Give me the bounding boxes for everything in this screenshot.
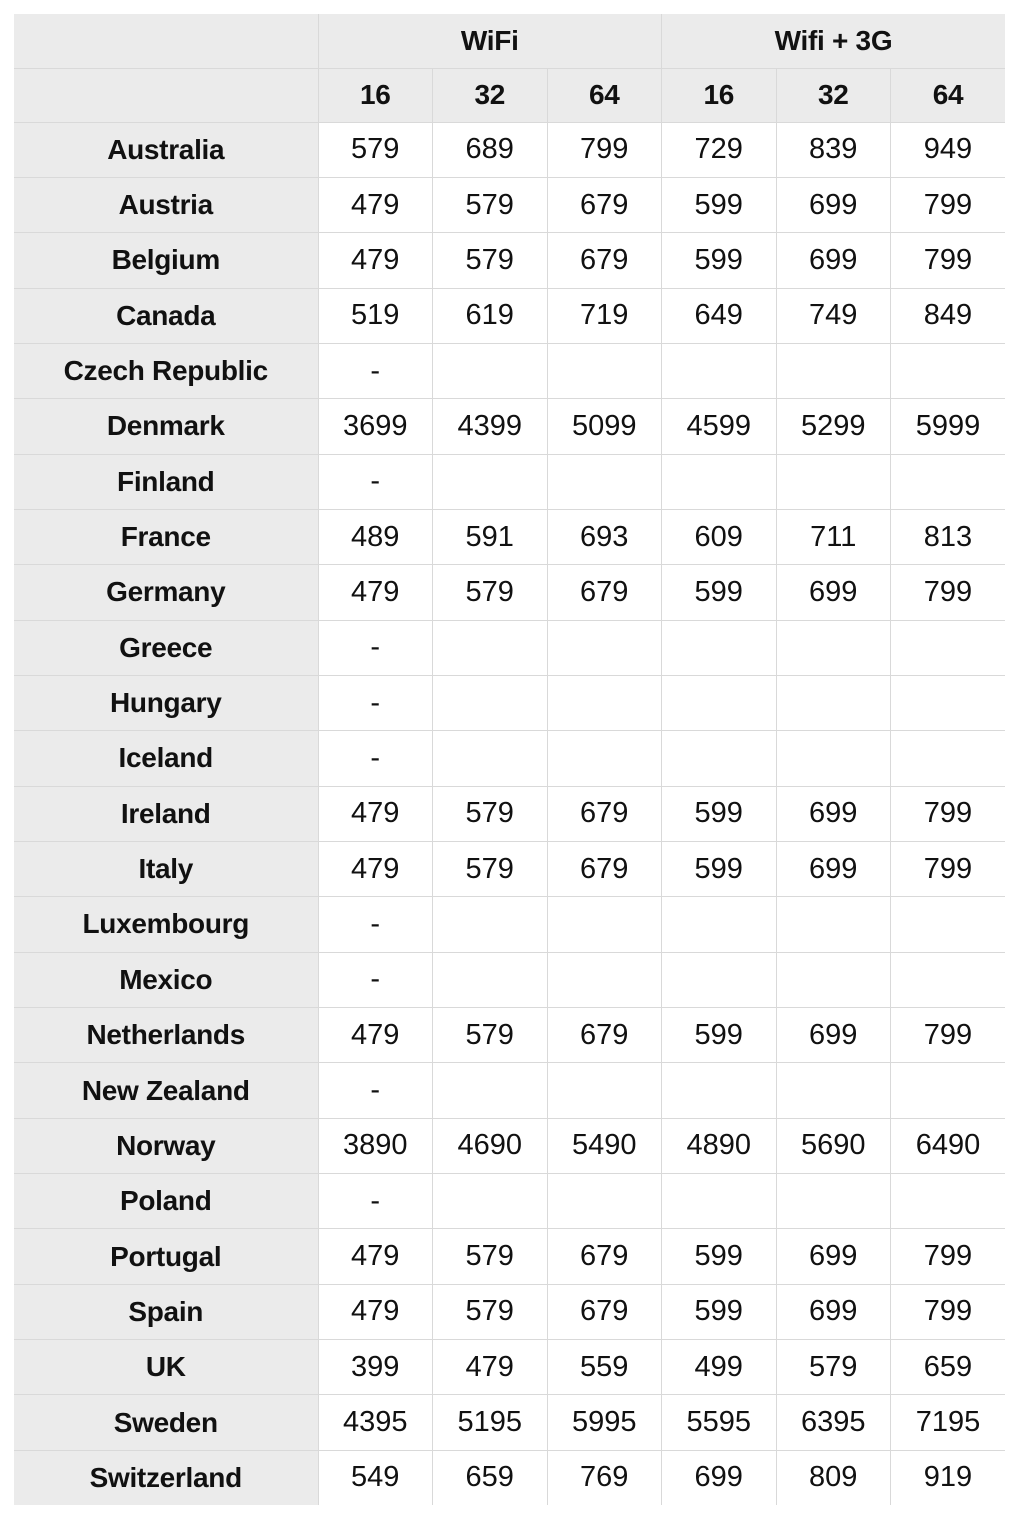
price-cell: 579 bbox=[433, 1284, 548, 1339]
country-cell: Switzerland bbox=[14, 1450, 318, 1505]
price-cell: 399 bbox=[318, 1340, 433, 1395]
price-cell: - bbox=[318, 897, 433, 952]
country-cell: Canada bbox=[14, 288, 318, 343]
price-cell bbox=[776, 454, 891, 509]
price-cell bbox=[891, 675, 1006, 730]
price-cell: 693 bbox=[547, 509, 662, 564]
corner-cell bbox=[14, 14, 318, 68]
table-row bbox=[14, 731, 1005, 786]
price-cell: 839 bbox=[776, 122, 891, 177]
table-row bbox=[14, 122, 1005, 177]
price-cell: 499 bbox=[662, 1340, 777, 1395]
country-cell: Mexico bbox=[14, 952, 318, 1007]
country-cell: Ireland bbox=[14, 786, 318, 841]
price-cell: 5999 bbox=[891, 399, 1006, 454]
price-cell: 579 bbox=[433, 841, 548, 896]
price-cell: 619 bbox=[433, 288, 548, 343]
price-cell: 799 bbox=[891, 177, 1006, 232]
price-cell: 799 bbox=[891, 233, 1006, 288]
price-cell: 3699 bbox=[318, 399, 433, 454]
price-cell bbox=[891, 454, 1006, 509]
price-cell bbox=[433, 454, 548, 509]
price-cell: 579 bbox=[433, 786, 548, 841]
price-cell bbox=[776, 952, 891, 1007]
price-cell bbox=[662, 897, 777, 952]
price-cell: 769 bbox=[547, 1450, 662, 1505]
price-cell bbox=[662, 1174, 777, 1229]
price-cell: 479 bbox=[318, 786, 433, 841]
price-cell: 699 bbox=[776, 1229, 891, 1284]
table-row bbox=[14, 620, 1005, 675]
price-cell: 5690 bbox=[776, 1118, 891, 1173]
price-table bbox=[14, 14, 1005, 1505]
size-header: 64 bbox=[891, 68, 1006, 122]
group-header-row bbox=[14, 14, 1005, 68]
size-header: 16 bbox=[662, 68, 777, 122]
table-row bbox=[14, 675, 1005, 730]
price-cell: 591 bbox=[433, 509, 548, 564]
price-cell: 4890 bbox=[662, 1118, 777, 1173]
price-cell: 679 bbox=[547, 786, 662, 841]
country-cell: Austria bbox=[14, 177, 318, 232]
size-header-row bbox=[14, 68, 1005, 122]
price-cell: 549 bbox=[318, 1450, 433, 1505]
price-cell bbox=[662, 952, 777, 1007]
price-cell: 3890 bbox=[318, 1118, 433, 1173]
price-cell bbox=[547, 1063, 662, 1118]
size-header: 32 bbox=[433, 68, 548, 122]
price-cell: 609 bbox=[662, 509, 777, 564]
price-cell: 4395 bbox=[318, 1395, 433, 1450]
price-cell: 689 bbox=[433, 122, 548, 177]
price-cell: 799 bbox=[547, 122, 662, 177]
price-cell bbox=[433, 343, 548, 398]
price-cell: - bbox=[318, 620, 433, 675]
price-cell bbox=[891, 731, 1006, 786]
price-cell: 699 bbox=[776, 786, 891, 841]
price-cell bbox=[891, 620, 1006, 675]
price-cell bbox=[433, 1063, 548, 1118]
price-cell: 749 bbox=[776, 288, 891, 343]
price-cell: 479 bbox=[318, 177, 433, 232]
price-cell bbox=[662, 620, 777, 675]
table-row bbox=[14, 1118, 1005, 1173]
price-cell bbox=[891, 952, 1006, 1007]
price-cell: 659 bbox=[891, 1340, 1006, 1395]
price-cell bbox=[776, 620, 891, 675]
price-cell bbox=[547, 454, 662, 509]
price-cell: 5595 bbox=[662, 1395, 777, 1450]
country-cell: Greece bbox=[14, 620, 318, 675]
price-cell: 799 bbox=[891, 786, 1006, 841]
price-cell: - bbox=[318, 731, 433, 786]
price-cell: 4599 bbox=[662, 399, 777, 454]
price-cell: 711 bbox=[776, 509, 891, 564]
price-cell: 679 bbox=[547, 1284, 662, 1339]
table-row bbox=[14, 288, 1005, 343]
price-cell bbox=[891, 897, 1006, 952]
price-cell: 679 bbox=[547, 841, 662, 896]
price-cell: 699 bbox=[662, 1450, 777, 1505]
table-row bbox=[14, 952, 1005, 1007]
corner-cell bbox=[14, 68, 318, 122]
price-cell: 479 bbox=[433, 1340, 548, 1395]
price-cell: - bbox=[318, 1063, 433, 1118]
price-cell: 649 bbox=[662, 288, 777, 343]
price-cell: 479 bbox=[318, 1229, 433, 1284]
price-cell bbox=[776, 675, 891, 730]
price-cell: 599 bbox=[662, 786, 777, 841]
price-cell: 479 bbox=[318, 565, 433, 620]
price-cell bbox=[433, 731, 548, 786]
price-cell: 699 bbox=[776, 565, 891, 620]
country-cell: Australia bbox=[14, 122, 318, 177]
price-cell: 699 bbox=[776, 233, 891, 288]
price-cell bbox=[662, 454, 777, 509]
price-cell: 699 bbox=[776, 1008, 891, 1063]
price-cell: 4690 bbox=[433, 1118, 548, 1173]
price-cell bbox=[776, 343, 891, 398]
country-cell: Italy bbox=[14, 841, 318, 896]
price-cell: 799 bbox=[891, 1284, 1006, 1339]
price-cell: 729 bbox=[662, 122, 777, 177]
price-cell: 919 bbox=[891, 1450, 1006, 1505]
price-cell bbox=[891, 343, 1006, 398]
table-row bbox=[14, 1450, 1005, 1505]
table-row bbox=[14, 1063, 1005, 1118]
price-cell: 5995 bbox=[547, 1395, 662, 1450]
price-cell bbox=[547, 731, 662, 786]
price-cell: 4399 bbox=[433, 399, 548, 454]
price-cell: 5099 bbox=[547, 399, 662, 454]
price-cell: 799 bbox=[891, 1008, 1006, 1063]
table-row bbox=[14, 1008, 1005, 1063]
price-cell: 799 bbox=[891, 565, 1006, 620]
price-cell bbox=[776, 1063, 891, 1118]
country-cell: Luxembourg bbox=[14, 897, 318, 952]
price-cell bbox=[662, 1063, 777, 1118]
price-cell: 679 bbox=[547, 1008, 662, 1063]
price-cell bbox=[891, 1063, 1006, 1118]
price-cell: 679 bbox=[547, 233, 662, 288]
table-row bbox=[14, 343, 1005, 398]
price-cell: - bbox=[318, 454, 433, 509]
price-cell: 659 bbox=[433, 1450, 548, 1505]
table-row bbox=[14, 1284, 1005, 1339]
price-cell bbox=[662, 675, 777, 730]
price-cell: 679 bbox=[547, 177, 662, 232]
table-header bbox=[14, 14, 1005, 122]
country-cell: Germany bbox=[14, 565, 318, 620]
table-body bbox=[14, 122, 1005, 1505]
country-cell: Netherlands bbox=[14, 1008, 318, 1063]
price-cell bbox=[662, 343, 777, 398]
price-cell: 559 bbox=[547, 1340, 662, 1395]
table-row bbox=[14, 786, 1005, 841]
table-row bbox=[14, 509, 1005, 564]
price-cell: 579 bbox=[433, 565, 548, 620]
price-cell: 5299 bbox=[776, 399, 891, 454]
price-cell: 5490 bbox=[547, 1118, 662, 1173]
price-cell: 479 bbox=[318, 233, 433, 288]
country-cell: Finland bbox=[14, 454, 318, 509]
price-cell bbox=[547, 897, 662, 952]
price-cell: 799 bbox=[891, 1229, 1006, 1284]
table-row bbox=[14, 1174, 1005, 1229]
country-cell: Denmark bbox=[14, 399, 318, 454]
country-cell: UK bbox=[14, 1340, 318, 1395]
price-cell: 599 bbox=[662, 1008, 777, 1063]
table-row bbox=[14, 177, 1005, 232]
price-cell bbox=[547, 1174, 662, 1229]
size-header: 16 bbox=[318, 68, 433, 122]
price-cell: 599 bbox=[662, 233, 777, 288]
country-cell: Sweden bbox=[14, 1395, 318, 1450]
table-row bbox=[14, 1395, 1005, 1450]
price-cell: - bbox=[318, 343, 433, 398]
price-cell: 799 bbox=[891, 841, 1006, 896]
price-cell bbox=[433, 675, 548, 730]
price-cell: 813 bbox=[891, 509, 1006, 564]
price-cell: 519 bbox=[318, 288, 433, 343]
price-cell bbox=[433, 620, 548, 675]
country-cell: Norway bbox=[14, 1118, 318, 1173]
price-cell: 599 bbox=[662, 565, 777, 620]
group-header-wifi: WiFi bbox=[318, 14, 662, 68]
price-cell bbox=[433, 897, 548, 952]
price-cell bbox=[547, 675, 662, 730]
price-cell: 599 bbox=[662, 177, 777, 232]
price-cell: 6395 bbox=[776, 1395, 891, 1450]
price-cell: 579 bbox=[318, 122, 433, 177]
table-row bbox=[14, 399, 1005, 454]
price-cell: 579 bbox=[433, 233, 548, 288]
price-cell: - bbox=[318, 1174, 433, 1229]
country-cell: Hungary bbox=[14, 675, 318, 730]
country-cell: Belgium bbox=[14, 233, 318, 288]
country-cell: Czech Republic bbox=[14, 343, 318, 398]
price-cell bbox=[776, 731, 891, 786]
country-cell: Portugal bbox=[14, 1229, 318, 1284]
country-cell: Iceland bbox=[14, 731, 318, 786]
group-header-wifi-3g: Wifi + 3G bbox=[662, 14, 1006, 68]
price-cell bbox=[547, 620, 662, 675]
price-cell bbox=[433, 952, 548, 1007]
price-cell: 6490 bbox=[891, 1118, 1006, 1173]
price-cell: 849 bbox=[891, 288, 1006, 343]
price-cell bbox=[433, 1174, 548, 1229]
price-cell: 599 bbox=[662, 1284, 777, 1339]
price-cell: - bbox=[318, 675, 433, 730]
price-cell: 679 bbox=[547, 1229, 662, 1284]
price-cell: 479 bbox=[318, 841, 433, 896]
price-cell: 679 bbox=[547, 565, 662, 620]
price-cell: 579 bbox=[433, 177, 548, 232]
price-cell: 7195 bbox=[891, 1395, 1006, 1450]
price-cell bbox=[776, 1174, 891, 1229]
table-row bbox=[14, 841, 1005, 896]
price-cell: 479 bbox=[318, 1284, 433, 1339]
price-cell bbox=[891, 1174, 1006, 1229]
table-row bbox=[14, 1229, 1005, 1284]
price-cell: 699 bbox=[776, 841, 891, 896]
country-cell: France bbox=[14, 509, 318, 564]
table-row bbox=[14, 233, 1005, 288]
price-cell: 579 bbox=[776, 1340, 891, 1395]
price-cell: 699 bbox=[776, 1284, 891, 1339]
price-cell: 489 bbox=[318, 509, 433, 564]
table-row bbox=[14, 897, 1005, 952]
price-cell: 599 bbox=[662, 841, 777, 896]
price-cell: 599 bbox=[662, 1229, 777, 1284]
price-cell: 579 bbox=[433, 1229, 548, 1284]
table-row bbox=[14, 565, 1005, 620]
country-cell: Spain bbox=[14, 1284, 318, 1339]
price-cell bbox=[547, 343, 662, 398]
price-cell: 809 bbox=[776, 1450, 891, 1505]
price-cell: 5195 bbox=[433, 1395, 548, 1450]
price-cell: 949 bbox=[891, 122, 1006, 177]
table-row bbox=[14, 1340, 1005, 1395]
price-cell bbox=[662, 731, 777, 786]
country-cell: New Zealand bbox=[14, 1063, 318, 1118]
price-cell: 699 bbox=[776, 177, 891, 232]
country-cell: Poland bbox=[14, 1174, 318, 1229]
price-cell: 479 bbox=[318, 1008, 433, 1063]
size-header: 64 bbox=[547, 68, 662, 122]
price-cell bbox=[547, 952, 662, 1007]
price-cell bbox=[776, 897, 891, 952]
price-cell: 719 bbox=[547, 288, 662, 343]
table-row bbox=[14, 454, 1005, 509]
price-cell: 579 bbox=[433, 1008, 548, 1063]
price-cell: - bbox=[318, 952, 433, 1007]
size-header: 32 bbox=[776, 68, 891, 122]
